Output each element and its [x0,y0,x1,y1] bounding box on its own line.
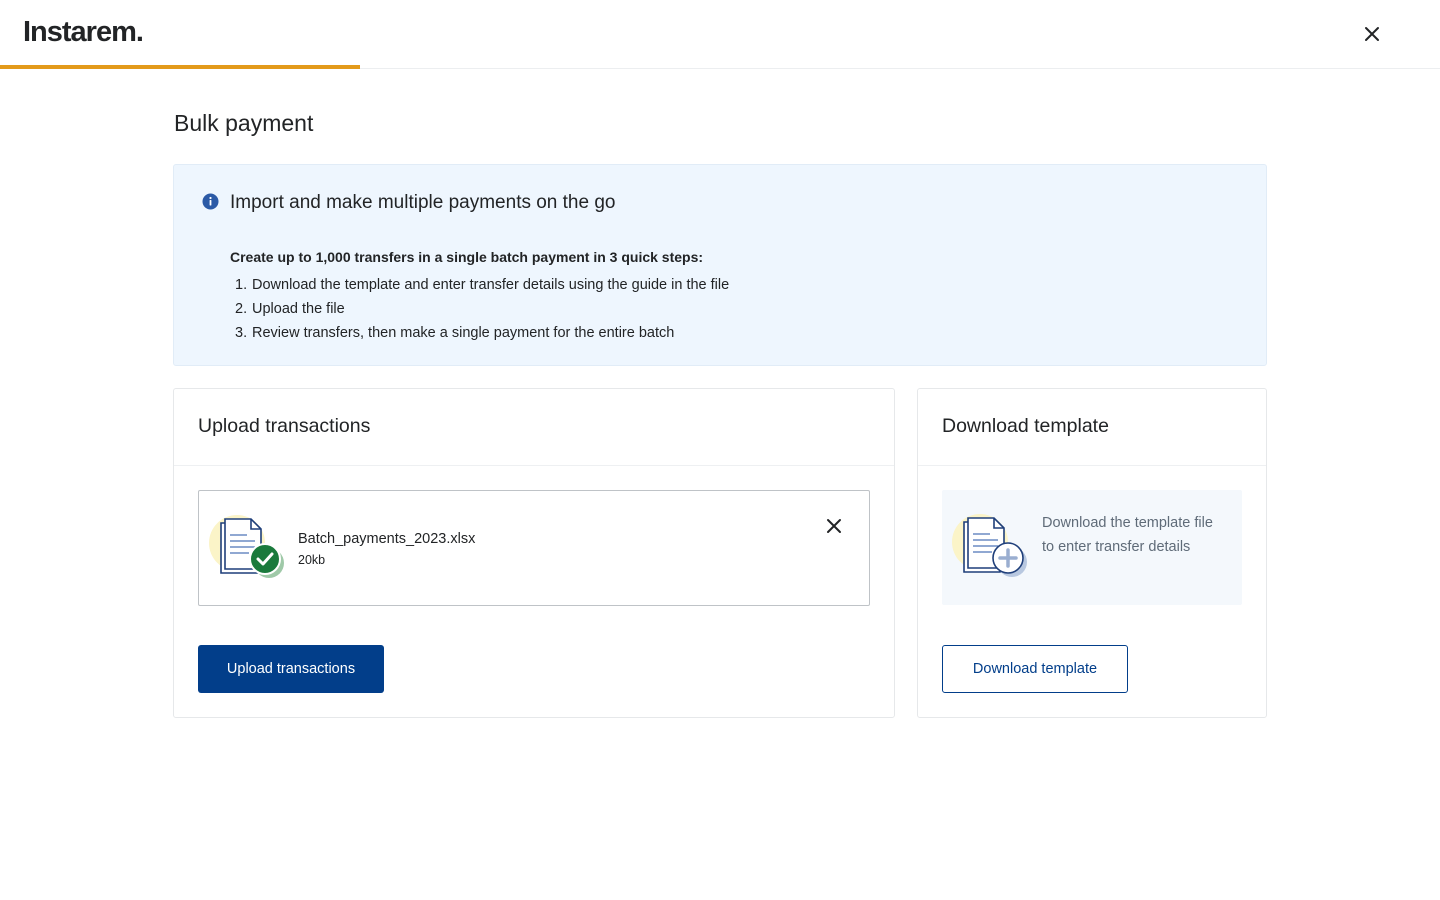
download-description: Download the template file to enter transfer details [1042,515,1213,555]
upload-transactions-button[interactable]: Upload transactions [198,645,384,693]
info-icon [202,193,219,210]
page-title: Bulk payment [174,110,314,136]
progress-fill [0,65,360,69]
info-heading: Import and make multiple payments on the go [230,192,616,213]
file-add-icon [950,512,1032,588]
download-info [942,490,1242,605]
close-icon[interactable] [1360,22,1384,46]
upload-card [173,388,895,718]
info-intro: Create up to 1,000 transfers in a single batch payment in 3 quick steps: [230,249,704,265]
file-check-icon [207,513,289,589]
info-banner [173,164,1267,366]
download-card-title: Download template [918,389,1266,466]
close-icon[interactable] [825,517,843,535]
logo: Instarem. [23,16,143,48]
file-name: Batch_payments_2023.xlsx [298,531,476,547]
list-item [230,297,729,321]
steps-list [230,273,729,345]
file-size: 20kb [298,553,326,567]
download-template-button[interactable]: Download template [942,645,1128,693]
step-text: Download the template and enter transfer details using the guide in the file [252,277,730,293]
step-number: 2. [235,301,248,317]
step-number: 1. [235,277,248,293]
upload-card-title: Upload transactions [174,389,894,466]
download-card [917,388,1267,718]
step-number: 3. [235,325,248,341]
uploaded-file [198,490,870,606]
progress-bar [0,65,1440,69]
list-item [230,321,729,345]
top-bar [0,0,1440,69]
step-text: Review transfers, then make a single payment for the entire batch [252,325,675,341]
step-text: Upload the file [252,301,345,317]
list-item [230,273,729,297]
